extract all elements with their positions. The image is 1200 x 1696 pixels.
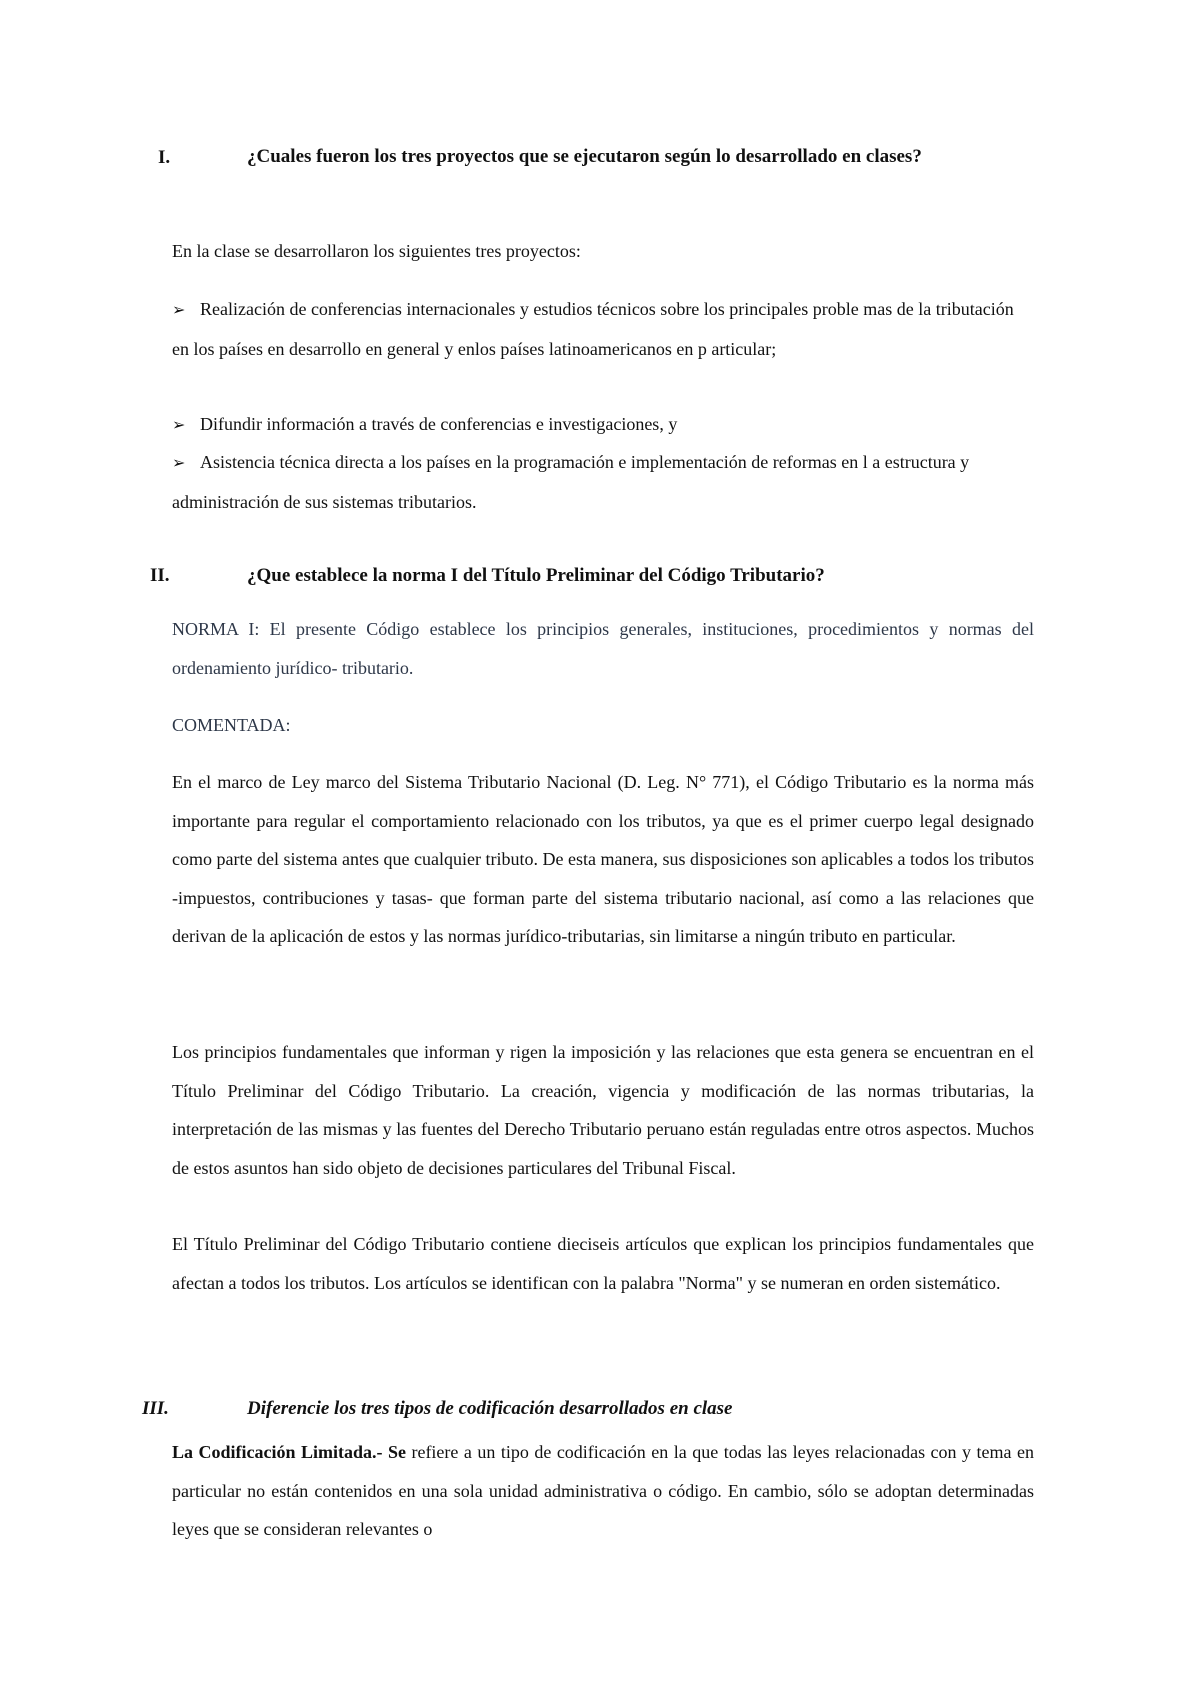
section-1-question: ¿Cuales fueron los tres proyectos que se ejecutaron según lo desarrollado en clases? [247,146,922,167]
arrow-bullet-icon: ➢ [172,300,186,319]
codificacion-limitada-term: La Codificación Limitada.- Se [172,1442,406,1462]
section-3-number: III. [142,1398,169,1419]
arrow-bullet-icon: ➢ [172,415,186,434]
codificacion-limitada-paragraph [172,1433,1034,1549]
bullet-item [172,405,1034,445]
bullet-text: Difundir información a través de conferencias e investigaciones, y [200,414,678,434]
bullet-item [172,443,1034,521]
bullet-text: Asistencia técnica directa a los países en la programación e implementación de reformas en l a estructura y administración de sus sistemas tributarios. [172,452,970,512]
section-2-number: II. [150,565,170,586]
section-1-intro: En la clase se desarrollaron los siguientes tres proyectos: [172,241,581,261]
commentary-paragraph-2: Los principios fundamentales que informan y rigen la imposición y las relaciones que esta genera se encuentran en el Título Preliminar del Código Tributario. La creación, vigencia y modificación de las normas tributarias, la interpretación de las mismas y las fuentes del Derecho Tributario peruano están reguladas entre otros aspectos. Muchos de estos asuntos han sido objeto de decisiones particulares del Tribunal Fiscal. [172,1042,1034,1178]
arrow-bullet-icon: ➢ [172,453,186,472]
bullet-text: Realización de conferencias internacionales y estudios técnicos sobre los principales proble mas de la tributación en los países en desarrollo en general y enlos países latinoamericanos en p articular; [172,299,1014,359]
norma-text: NORMA I: El presente Código establece los principios generales, instituciones, procedimientos y normas del ordenamiento jurídico- tributario. [172,619,1034,678]
commentary-paragraph-3: El Título Preliminar del Código Tributario contiene dieciseis artículos que explican los principios fundamentales que afectan a todos los tributos. Los artículos se identifican con la palabra "Norma" y se numeran en orden sistemático. [172,1234,1034,1293]
section-3-question: Diferencie los tres tipos de codificación desarrollados en clase [247,1398,733,1419]
commentary-paragraph-1: En el marco de Ley marco del Sistema Tributario Nacional (D. Leg. N° 771), el Código Tributario es la norma más importante para regular el comportamiento relacionado con los tributos, ya que es el primer cuerpo legal designado como parte del sistema antes que cualquier tributo. De esta manera, sus disposiciones son aplicables a todos los tributos -impuestos, contribuciones y tasas- que forman parte del sistema tributario nacional, así como a las relaciones que derivan de la aplicación de estos y las normas jurídico-tributarias, sin limitarse a ningún tributo en particular. [172,772,1034,946]
section-2-question: ¿Que establece la norma I del Título Preliminar del Código Tributario? [247,565,825,586]
comentada-label: COMENTADA: [172,715,291,735]
bullet-item [172,290,1034,368]
section-1-number: I. [158,147,171,168]
codificacion-limitada-definition: refiere a un tipo de codificación en la que todas las leyes relacionadas con y tema en particular no están contenidos en una sola unidad administrativa o código. En cambio, sólo se adoptan determinadas leyes que se consideran relevantes o [172,1442,1034,1539]
